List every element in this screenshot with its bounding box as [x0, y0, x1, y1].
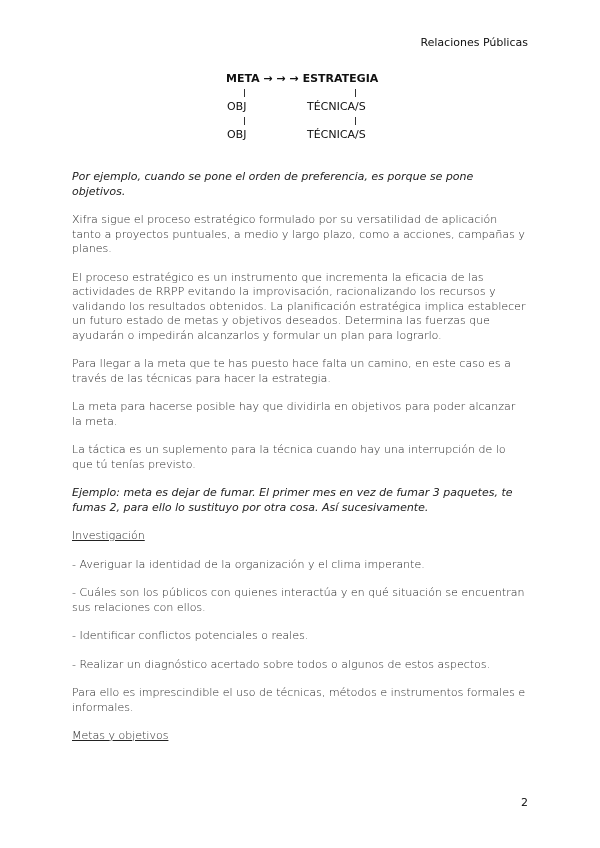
paragraph-tactic: La táctica es un suplemento para la técnica cuando hay una interrupción de lo que tú tenías previsto.: [72, 443, 506, 471]
diagram-top-label: META → → → ESTRATEGIA: [226, 72, 379, 85]
section-heading-metas: Metas y objetivos: [72, 729, 169, 742]
paragraph-example-smoking: Ejemplo: meta es dejar de fumar. El primer mes en vez de fumar 3 paquetes, te fumas 2, para ello lo sustituyo por otra cosa. Así sucesivamente.: [72, 486, 513, 514]
paragraph-strategic-process: El proceso estratégico es un instrumento que incrementa la eficacia de las actividades de RRPP evitando la improvisación, racionalizando los recursos y validando los resultados obtenidos. La planificación estratégica implica establecer un futuro estado de metas y objetivos deseados. Determina las fuerzas que ayudarán o impedirán alcanzarlos y formular un plan para lograrlo.: [72, 270, 526, 342]
list-item-publics: - Cuáles son los públicos con quienes interactúa y en qué situación se encuentran sus relaciones con ellos.: [72, 586, 525, 614]
diagram-connector-left-2: [244, 117, 245, 125]
paragraph-goal-objectives: La meta para hacerse posible hay que dividirla en objetivos para poder alcanzar la meta.: [72, 400, 516, 428]
diagram-tecnica-1: TÉCNICA/S: [307, 100, 366, 113]
diagram-obj-1: OBJ: [227, 100, 247, 113]
page-body: [72, 170, 528, 758]
paragraph-xifra: Xifra sigue el proceso estratégico formulado por su versatilidad de aplicación tanto a proyectos puntuales, a medio y largo plazo, como a acciones, campañas y planes.: [72, 213, 525, 255]
list-item-identity: - Averiguar la identidad de la organización y el clima imperante.: [72, 557, 425, 571]
diagram-connector-right-2: [355, 117, 356, 125]
diagram-connector-left-1: [244, 89, 245, 97]
paragraph-example-preference: Por ejemplo, cuando se pone el orden de preferencia, es porque se pone objetivos.: [72, 170, 474, 198]
page-header-title: Relaciones Públicas: [420, 36, 528, 49]
diagram-connector-right-1: [355, 89, 356, 97]
diagram-obj-2: OBJ: [227, 128, 247, 141]
paragraph-path-to-goal: Para llegar a la meta que te has puesto hace falta un camino, en este caso es a través de las técnicas para hacer la estrategia.: [72, 357, 511, 385]
list-item-diagnosis: - Realizar un diagnóstico acertado sobre todos o algunos de estos aspectos.: [72, 657, 491, 671]
section-heading-investigacion: Investigación: [72, 529, 145, 542]
page-number: 2: [521, 796, 528, 809]
strategy-diagram: [0, 0, 600, 150]
paragraph-techniques: Para ello es imprescindible el uso de técnicas, métodos e instrumentos formales e informales.: [72, 686, 526, 714]
diagram-tecnica-2: TÉCNICA/S: [307, 128, 366, 141]
list-item-conflicts: - Identificar conflictos potenciales o reales.: [72, 629, 309, 642]
